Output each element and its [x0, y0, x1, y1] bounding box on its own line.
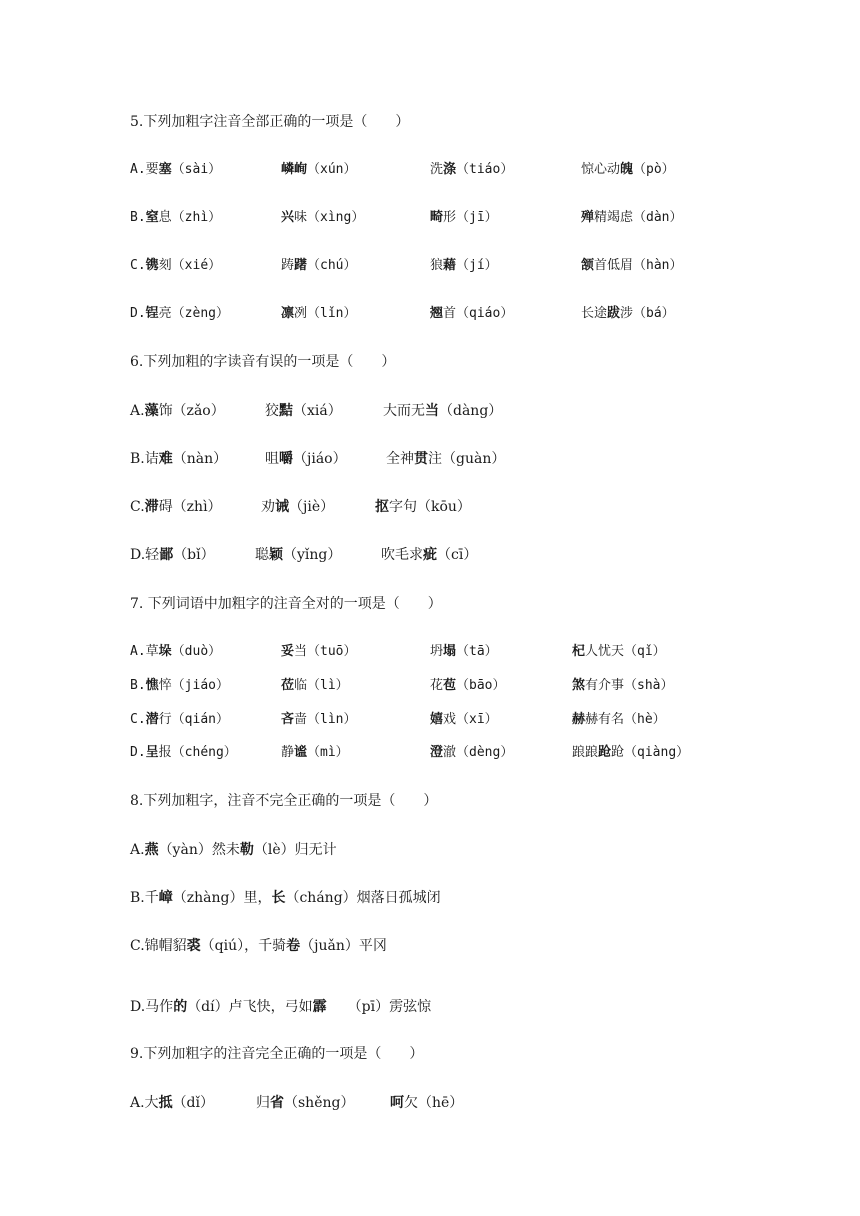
q8-option-c: C.锦帽貂裘（qiú），千骑卷（juǎn）平冈 [130, 938, 387, 954]
q7-option-b-3: 花苞（bāo） [430, 678, 506, 693]
q7-option-c-1: C.潜行（qián） [130, 712, 229, 727]
q5-option-d-3: 翘首（qiáo） [430, 306, 514, 321]
q5-option-c-4: 颔首低眉（hàn） [581, 258, 683, 273]
q7-option-c-3: 嬉戏（xī） [430, 712, 498, 727]
q5-option-b-3: 畸形（jī） [430, 210, 498, 225]
q5-option-a-4: 惊心动魄（pò） [581, 162, 675, 177]
q5-option-d-4: 长途跋涉（bá） [581, 306, 675, 321]
q7-option-a-2: 妥当（tuō） [281, 644, 357, 659]
q6-option-a-1: A.藻饰（zǎo） [130, 403, 225, 419]
q8-option-a: A.燕（yàn）然未勒（lè）归无计 [130, 842, 337, 858]
q6-option-c-1: C.滞碍（zhì） [130, 499, 222, 515]
q9-option-a-3: 呵欠（hē） [390, 1095, 464, 1111]
q5-option-b-1: B.窒息（zhì） [130, 210, 222, 225]
q5-option-c-3: 狼藉（jí） [430, 258, 498, 273]
q5-option-a-1: A.要塞（sài） [130, 162, 222, 177]
q7-option-b-2: 莅临（lì） [281, 678, 349, 693]
q6-title: 6.下列加粗的字读音有误的一项是（ ） [130, 354, 396, 370]
q7-option-d-3: 澄澈（dèng） [430, 745, 514, 760]
q6-option-c-2: 劝诫（jiè） [261, 499, 335, 515]
q7-option-d-2: 静谧（mì） [281, 745, 349, 760]
q9-option-a-2: 归省（shěng） [256, 1095, 355, 1111]
q5-option-a-3: 洗涤（tiáo） [430, 162, 514, 177]
q6-option-a-2: 狡黠（xiá） [265, 403, 342, 419]
q7-option-d-1: D.呈报（chéng） [130, 745, 237, 760]
q5-option-c-2: 踌躇（chú） [281, 258, 357, 273]
q7-option-c-4: 赫赫有名（hè） [572, 712, 666, 727]
q7-option-b-1: B.憔悴（jiáo） [130, 678, 229, 693]
q5-option-d-2: 凛冽（lǐn） [281, 306, 357, 321]
q8-title: 8.下列加粗字，注音不完全正确的一项是（ ） [130, 793, 438, 809]
q6-option-d-3: 吹毛求疵（cī） [381, 547, 478, 563]
q8-option-d: D.马作的（dí）卢飞快，弓如霹 （pī）雳弦惊 [130, 999, 432, 1015]
q6-option-a-3: 大而无当（dàng） [383, 403, 503, 419]
q5-option-a-2: 嶙峋（xún） [281, 162, 357, 177]
q5-option-b-2: 兴味（xìng） [281, 210, 365, 225]
q5-title: 5.下列加粗字注音全部正确的一项是（ ） [130, 114, 410, 130]
q9-option-a-1: A.大抵（dǐ） [130, 1095, 215, 1111]
q5-option-b-4: 殚精竭虑（dàn） [581, 210, 683, 225]
q6-option-b-2: 咀嚼（jiáo） [265, 451, 347, 467]
q7-title: 7. 下列词语中加粗字的注音全对的一项是（ ） [130, 596, 442, 612]
q7-option-c-2: 吝啬（lìn） [281, 712, 357, 727]
q6-option-d-1: D.轻鄙（bǐ） [130, 547, 215, 563]
q9-title: 9.下列加粗字的注音完全正确的一项是（ ） [130, 1046, 424, 1062]
q7-option-a-3: 坍塌（tā） [430, 644, 498, 659]
q6-option-c-3: 抠字句（kōu） [375, 499, 471, 515]
q5-option-d-1: D.锃亮（zèng） [130, 306, 229, 321]
q7-option-b-4: 煞有介事（shà） [572, 678, 674, 693]
q7-option-d-4: 踉踉跄跄（qiàng） [572, 745, 690, 760]
q7-option-a-4: 杞人忧天（qǐ） [572, 644, 666, 659]
q6-option-b-3: 全神贯注（guàn） [386, 451, 506, 467]
q7-option-a-1: A.草垛（duò） [130, 644, 222, 659]
q5-option-c-1: C.镌刻（xié） [130, 258, 222, 273]
q8-option-b: B.千嶂（zhàng）里，长（cháng）烟落日孤城闭 [130, 890, 441, 906]
q6-option-b-1: B.诘难（nàn） [130, 451, 228, 467]
q6-option-d-2: 聪颖（yǐng） [255, 547, 342, 563]
